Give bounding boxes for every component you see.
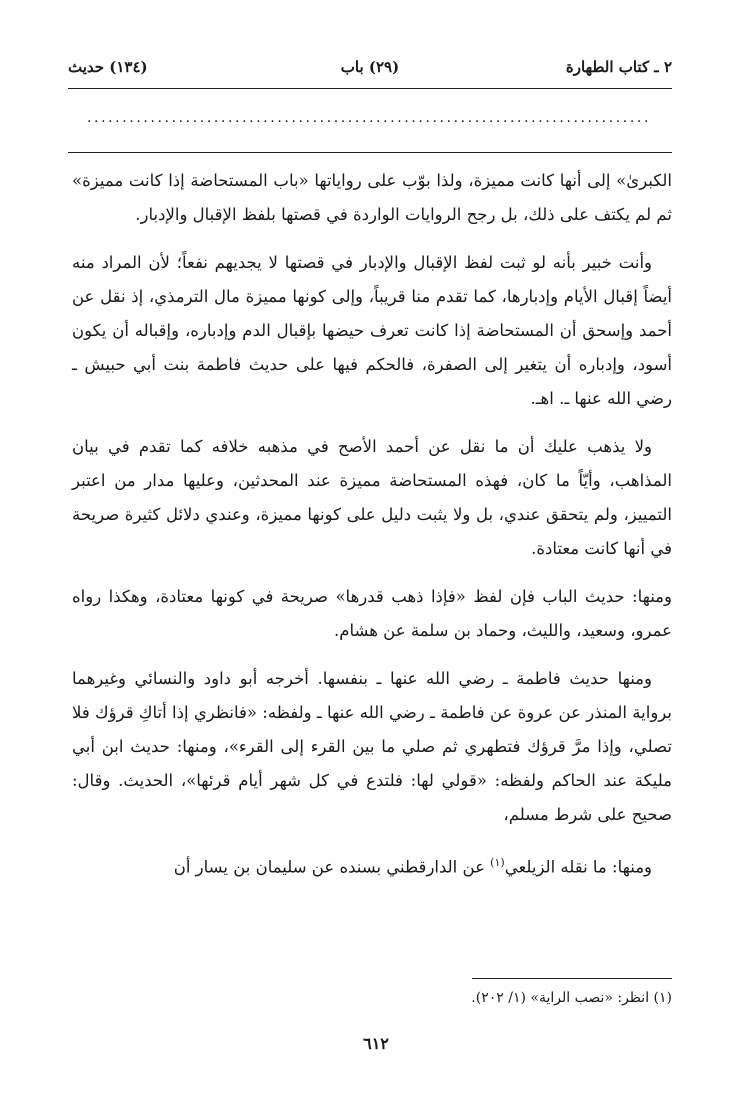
paragraph-text: عن الدارقطني بسنده عن سليمان بن يسار أن bbox=[173, 857, 491, 877]
header-chapter: (٢٩) باب bbox=[340, 58, 400, 76]
paragraph: ومنها حديث فاطمة ـ رضي الله عنها ـ بنفسها. أخرجه أبو داود والنسائي وغيرهما برواية المنذر عن عروة عن فاطمة ـ رضي الله عنها ـ ولفظه: «فانظري إذا أتاكِ قرؤك فلا تصلي، وإذا مرَّ قرؤك فتطهري ثم صلي ما بين القرء إلى القرء»، ومنها: حديث ابن أبي مليكة عند الحاكم ولفظه: «قولي لها: فلتدع في كل شهر أيام قرئها»، الحديث. وقال: صحيح على شرط مسلم، bbox=[72, 669, 672, 824]
footnote: (١) انظر: «نصب الراية» (١/ ٢٠٢). bbox=[471, 990, 672, 1006]
footnote-rule bbox=[472, 978, 672, 979]
header-hadith-number: (١٣٤) حديث bbox=[68, 58, 148, 76]
dotted-separator: ................................................................................ bbox=[86, 110, 651, 126]
paragraph: الكبرىٰ» إلى أنها كانت مميزة، ولذا بوّب على رواياتها «باب المستحاضة إذا كانت مميزة» ثم لم يكتف على ذلك، بل رجح الروايات الواردة في قصتها بلفظ الإقبال والإدبار. bbox=[72, 171, 672, 224]
paragraph: وأنت خبير بأنه لو ثبت لفظ الإقبال والإدبار في قصتها لا يجديهم نفعاً؛ لأن المراد منه أيضاً إقبال الأيام وإدبارها، كما تقدم منا قريباً، وإلى كونها مميزة مال الترمذي، إذ نقل عن أحمد وإسحق أن المستحاضة إذا كانت تعرف حيضها بإقبال الدم وإدباره، وإقباله أن يكون أسود، وإدباره أن يتغير إلى الصفرة، فالحكم فيها على حديث فاطمة بنت أبي حبيش ـ رضي الله عنها ـ. اهـ. bbox=[72, 253, 672, 408]
section-rule bbox=[68, 152, 672, 153]
page-number: ٦١٢ bbox=[363, 1034, 389, 1053]
body-text bbox=[72, 164, 672, 899]
footnote-reference[interactable]: (١) bbox=[490, 856, 505, 869]
paragraph bbox=[72, 846, 672, 885]
header-book-title: ٢ ـ كتاب الطهارة bbox=[565, 58, 672, 76]
paragraph-text: ومنها: ما نقله الزيلعي bbox=[504, 857, 652, 877]
header-rule bbox=[68, 88, 672, 89]
paragraph: ولا يذهب عليك أن ما نقل عن أحمد الأصح في مذهبه خلافه كما تقدم في بيان المذاهب، وأيّاً ما كان، فهذه المستحاضة مميزة عند المحدثين، وعليها مدار من اعتبر التمييز، ولم يتحقق عندي، بل ولا يثبت دليل على كونها مميزة، وعندي دلائل كثيرة صريحة في أنها كانت معتادة. bbox=[72, 437, 672, 558]
paragraph: ومنها: حديث الباب فإن لفظ «فإذا ذهب قدرها» صريحة في كونها معتادة، وهكذا رواه عمرو، وسعيد، والليث، وحماد بن سلمة عن هشام. bbox=[72, 587, 672, 640]
running-header bbox=[68, 58, 672, 86]
